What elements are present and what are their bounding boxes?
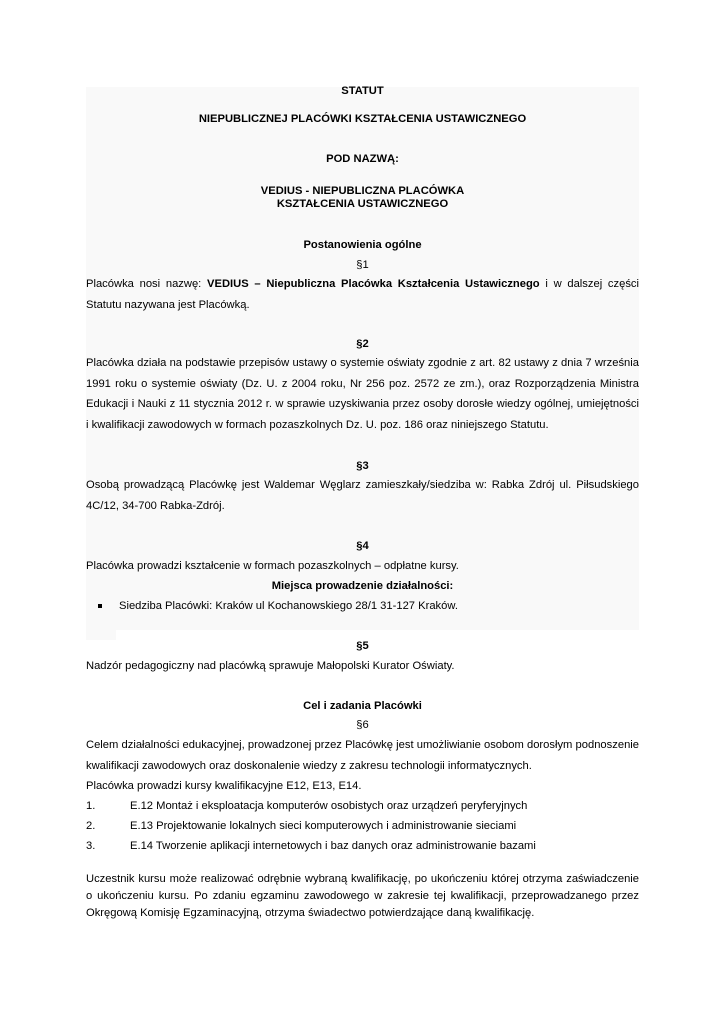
institution-name <box>86 185 639 210</box>
bullet-icon <box>98 604 102 608</box>
section-6-text: Celem działalności edukacyjnej, prowadzonej przez Placówkę jest umożliwianie osobom dorosłym podnoszenie kwalifikacji zawodowych oraz doskonalenie wiedzy z zakresu technologii informatycznych. <box>86 739 639 772</box>
course-3-number: 3. <box>86 840 96 852</box>
places-heading: Miejsca prowadzenie działalności: <box>271 580 454 592</box>
course-1-number: 1. <box>86 800 96 812</box>
pod-nazwa-label: POD NAZWĄ: <box>326 153 399 165</box>
course-2-text: E.13 Projektowanie lokalnych sieci komputerowych i administrowanie sieciami <box>130 820 517 832</box>
institution-name-line2: KSZTAŁCENIA USTAWICZNEGO <box>276 197 449 210</box>
section-3-heading: §3 <box>356 460 369 472</box>
place-bullet-text: Siedziba Placówki: Kraków ul Kochanowskiego 28/1 31-127 Kraków. <box>119 600 458 612</box>
courses-intro: Placówka prowadzi kursy kwalifikacyjne E12, E13, E14. <box>86 780 362 792</box>
section-1-heading: §1 <box>356 259 369 271</box>
course-1-text: E.12 Montaż i eksploatacja komputerów osobistych oraz urządzeń peryferyjnych <box>130 800 528 812</box>
section-3-text: Osobą prowadzącą Placówkę jest Waldemar Węglarz zamieszkały/siedziba w: Rabka Zdrój ul. Piłsudskiego 4C/12, 34-700 Rabka-Zdrój. <box>86 479 639 512</box>
section-4-heading: §4 <box>356 540 369 552</box>
general-provisions-heading: Postanowienia ogólne <box>303 239 422 251</box>
section-5-heading: §5 <box>356 640 369 652</box>
section-4-text: Placówka prowadzi kształcenie w formach pozaszkolnych – odpłatne kursy. <box>86 560 459 572</box>
section-1-text-start: Placówka nosi nazwę: <box>86 278 208 290</box>
section-2-heading: §2 <box>356 338 369 350</box>
section-5-text: Nadzór pedagogiczny nad placówką sprawuje Małopolski Kurator Oświaty. <box>86 660 455 672</box>
section-1-text <box>86 274 639 315</box>
closing-paragraph: Uczestnik kursu może realizować odrębnie wybraną kwalifikację, po ukończeniu której otrzyma zaświadczenie o ukończeniu kursu. Po zdaniu egzaminu zawodowego w zakresie tej kwalifikacji, przeprowadzanego przez Okręgową Komisję Egzaminacyjną, otrzyma świadectwo potwierdzające daną kwalifikację. <box>86 873 639 919</box>
institution-name-line1: VEDIUS - NIEPUBLICZNA PLACÓWKA <box>260 185 465 197</box>
institution-name-bold: VEDIUS – Niepubliczna Placówka Kształcenia Ustawicznego <box>207 278 540 290</box>
document-title: STATUT <box>341 85 384 97</box>
section-2-text: Placówka działa na podstawie przepisów ustawy o systemie oświaty zgodnie z art. 82 ustawy z dnia 7 września 1991 roku o systemie oświaty (Dz. U. z 2004 roku, Nr 256 poz. 2572 ze zm.), oraz Rozporządzenia Ministra Edukacji i Nauki z 11 stycznia 2012 r. w sprawie uzyskiwania przez osoby dorosłe wiedzy ogólnej, umiejętności i kwalifikacji zawodowych w formach pozaszkolnych Dz. U. poz. 186 oraz niniejszego Statutu. <box>86 357 639 431</box>
courses-list <box>0 800 724 860</box>
section-1-text-end: i w dalszej części Statutu nazywana jest Placówką. <box>86 278 639 311</box>
goals-heading: Cel i zadania Placówki <box>303 700 422 712</box>
section-6-heading: §6 <box>356 719 369 731</box>
course-2-number: 2. <box>86 820 96 832</box>
document-subtitle: NIEPUBLICZNEJ PLACÓWKI KSZTAŁCENIA USTAWICZNEGO <box>198 113 527 125</box>
course-3-text: E.14 Tworzenie aplikacji internetowych i baz danych oraz administrowanie bazami <box>130 840 536 852</box>
shaded-block-tail <box>86 630 116 640</box>
